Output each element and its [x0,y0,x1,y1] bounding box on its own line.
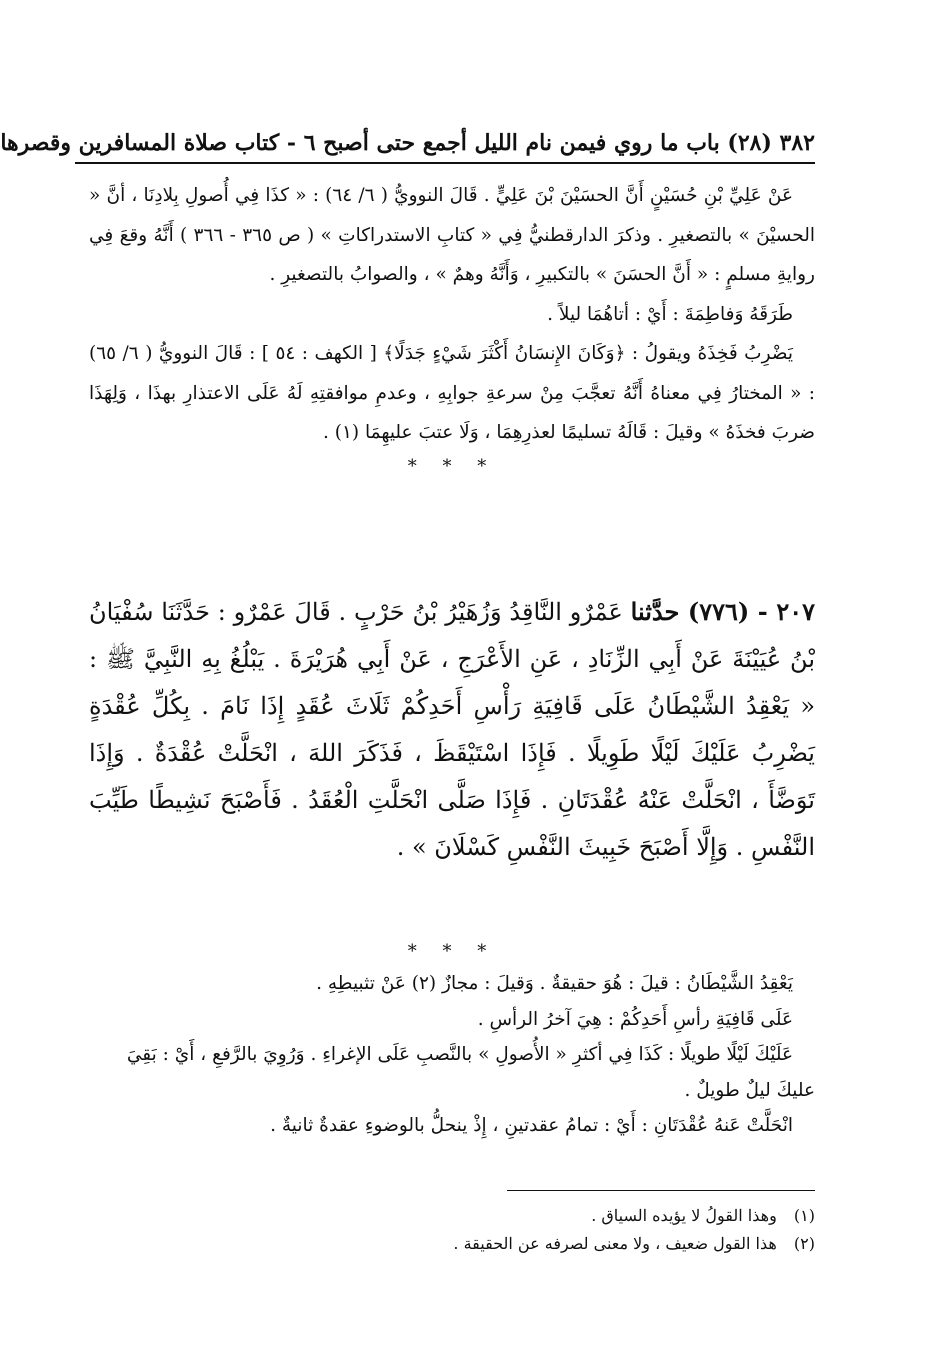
book-page [0,100,815,1321]
footnote [99,1202,815,1230]
notes-section [89,938,815,1144]
note-paragraph: انْحَلَّتْ عَنهُ عُقْدَتَانِ : أَيْ : تمامُ عقدتينِ ، إِذْ ينحلُّ بالوضوءِ عقدةٌ ثانيةٌ . [270,1115,793,1136]
commentary-paragraph: عَنْ عَلِيِّ بْنِ حُسَيْنٍ أَنَّ الحسَيْنَ بْنَ عَلِيٍّ . قَالَ النوويُّ ( ٦/ ٦٤) : « كذَا فِي أُصولِ بِلادِنَا ، أنَّ « الحسيْنَ » بالتصغيرِ . وذكرَ الدارقطنيُّ فِي « كتابِ الاستدراكاتِ » ( ص ٣٦٥ - ٣٦٦ ) أَنَّهُ وقعَ فِي روايةِ مسلمٍ : « أَنَّ الحسَنَ » بالتكبيرِ ، وَأَنَّهُ وهمٌ » ، والصوابُ بالتصغيرِ . [89,185,815,285]
footnote-text: وهذا القولُ لا يؤيده السياق . [591,1206,777,1225]
hadith-number: ٢٠٧ - (٧٧٦) حدَّثنا [630,597,815,626]
footnotes-section [99,1202,815,1258]
hadith-text: عَمْرٌو النَّاقِدُ وَزُهَيْرُ بْنُ حَرْبٍ . قَالَ عَمْرٌو : حَدَّثَنَا سُفْيَانُ بْنُ عُيَيْنَةَ عَنْ أَبِي الزِّنَادِ ، عَنِ الأَعْرَجِ ، عَنْ أَبِي هُرَيْرَةَ . يَبْلُغُ بِهِ النَّبِيَّ ﷺ : « يَعْقِدُ الشَّيْطَانُ عَلَى قَافِيَةِ رَأْسِ أَحَدِكُمْ ثَلَاثَ عُقَدٍ إِذَا نَامَ . بِكُلِّ عُقْدَةٍ يَضْرِبُ عَلَيْكَ لَيْلًا طَوِيلًا . فَإِذَا اسْتَيْقَظَ ، فَذَكَرَ اللهَ ، انْحَلَّتْ عُقْدَةٌ . وَإِذَا تَوَضَّأَ ، انْحَلَّتْ عَنْهُ عُقْدَتَانِ . فَإِذَا صَلَّى انْحَلَّتِ الْعُقَدُ . فَأَصْبَحَ نَشِيطًا طَيِّبَ النَّفْسِ . وَإِلَّا أَصْبَحَ خَبِيثَ النَّفْسِ كَسْلَانَ » . [89,598,815,861]
footnote-divider [507,1190,815,1191]
footnote-number: (٢) [793,1234,815,1253]
section-separator: * * * [407,455,497,477]
hadith-paragraph [89,588,815,871]
commentary-paragraph: يَضْرِبُ فَخِذَهُ ويقولُ : ﴿وَكَانَ الإِنسَانُ أَكْثَرَ شَيْءٍ جَدَلًا﴾ [ الكهف : ٥٤ ] : قَالَ النوويُّ ( ٦/ ٦٥) : « المختارُ فِي معناهُ أَنَّهُ تعجَّبَ مِنْ سرعةِ جوابِهِ ، وعدمِ موافقتِهِ لَهُ عَلَى الاعتذارِ بهذَا ، وَلِهَذَا ضربَ فخذَهُ » وقيلَ : قَالَهُ تسليمًا لعذرِهِمَا ، وَلَا عتبَ عليهِمَا (١) . [89,343,815,443]
commentary-paragraph: طَرَقَهُ وَفاطِمَةَ : أَيْ : أتاهُمَا ليلاً . [547,303,793,325]
note-paragraph: عَلَى قَافِيَةِ رأسِ أَحَدِكُمْ : هِيَ آخرُ الرأسِ . [477,1008,793,1030]
note-paragraph: عَلَيْكَ لَيْلًا طويلًا : كَذَا فِي أكثرِ « الأُصولِ » بالنَّصبِ عَلَى الإغراءِ . وَرُوِيَ بالرَّفعِ ، أَيْ : بَقِيَ عليكَ ليلٌ طويلٌ . [126,1044,815,1101]
hadith-section [89,588,815,871]
section-separator: * * * [407,941,497,962]
footnote-number: (١) [793,1206,815,1225]
running-header: ٣٨٢ (٢٨) باب ما روي فيمن نام الليل أجمع حتى أصبح ٦ - كتاب صلاة المسافرين وقصرها [75,126,815,164]
footnote-text: هذا القول ضعيف ، ولا معنى لصرفه عن الحقيقة . [453,1234,777,1253]
footnote [99,1230,815,1258]
commentary-section [89,176,815,481]
note-paragraph: يَعْقِدُ الشَّيْطَانُ : قيلَ : هُوَ حقيقةٌ . وَقيلَ : مجازٌ (٢) عَنْ تثبيطِهِ . [316,973,793,994]
